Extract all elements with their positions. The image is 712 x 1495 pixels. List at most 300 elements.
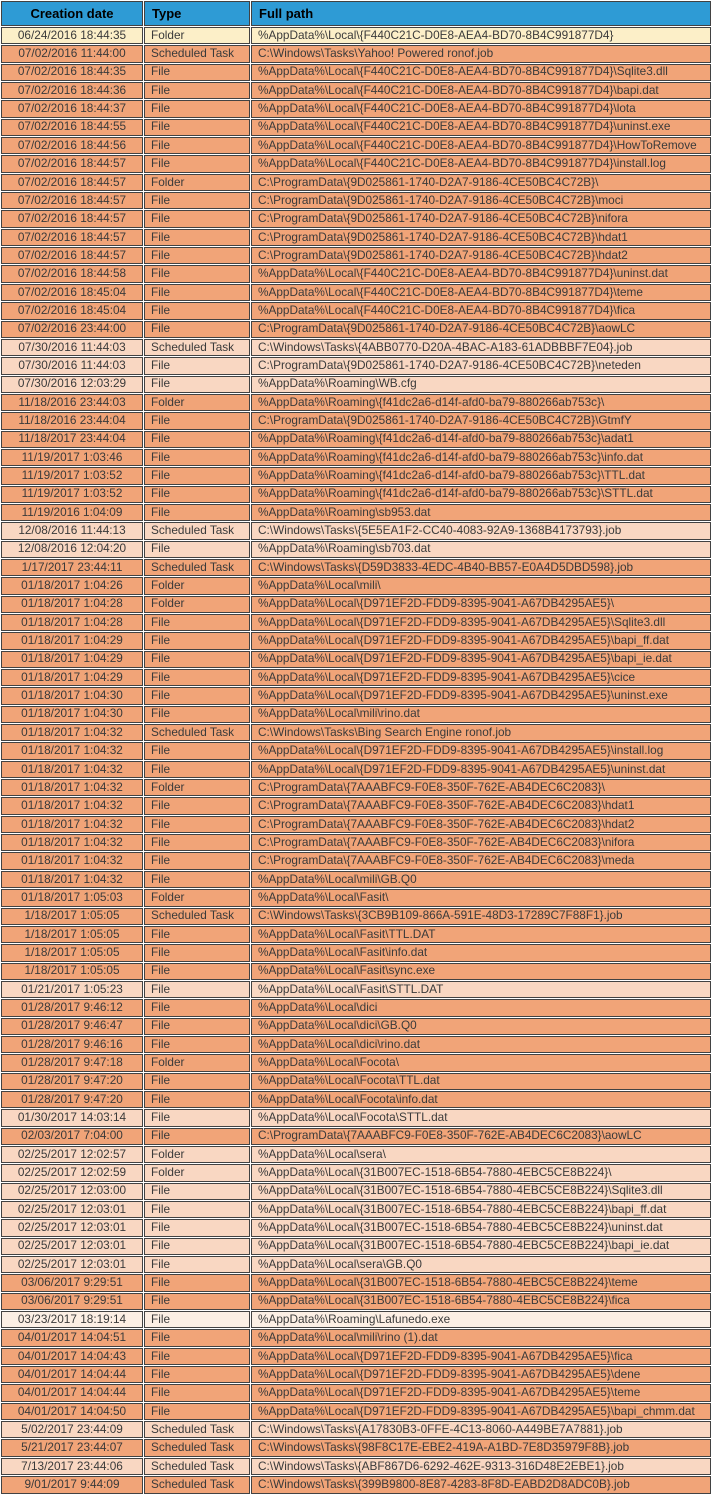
cell-full-path[interactable]: C:\Windows\Tasks\{3CB9B109-866A-591E-48D3-17289C7F88F1}.job	[251, 908, 711, 925]
cell-full-path[interactable]: %AppData%\Local\{31B007EC-1518-6B54-7880-4EBC5CE8B224}\uninst.dat	[251, 1219, 711, 1236]
cell-creation-date[interactable]: 04/01/2017 14:04:50	[1, 1403, 143, 1420]
cell-creation-date[interactable]: 07/02/2016 18:44:57	[1, 210, 143, 227]
cell-type[interactable]: File	[144, 871, 250, 888]
table-row	[1, 614, 711, 631]
cell-creation-date[interactable]: 01/18/2017 1:04:32	[1, 742, 143, 759]
table-row	[1, 761, 711, 778]
cell-full-path[interactable]: %AppData%\Local\{F440C21C-D0E8-AEA4-BD70-8B4C991877D4}\install.log	[251, 155, 711, 172]
cell-type[interactable]: File	[144, 82, 250, 99]
cell-creation-date[interactable]: 02/25/2017 12:03:00	[1, 1183, 143, 1200]
table-row	[1, 1018, 711, 1035]
cell-full-path[interactable]: %AppData%\Local\{D971EF2D-FDD9-8395-9041-A67DB4295AE5}\bapi_chmm.dat	[251, 1403, 711, 1420]
cell-full-path[interactable]: C:\Windows\Tasks\Bing Search Engine ronof.job	[251, 724, 711, 741]
cell-creation-date[interactable]: 11/18/2016 23:44:04	[1, 412, 143, 429]
cell-type[interactable]: File	[144, 1091, 250, 1108]
cell-type[interactable]: Scheduled Task	[144, 1421, 250, 1438]
cell-creation-date[interactable]: 01/28/2017 9:46:16	[1, 1036, 143, 1053]
cell-full-path[interactable]: C:\ProgramData\{7AAABFC9-F0E8-350F-762E-AB4DEC6C2083}\aowLC	[251, 1128, 711, 1145]
cell-full-path[interactable]: C:\Windows\Tasks\{5E5EA1F2-CC40-4083-92A9-1368B4173793}.job	[251, 522, 711, 539]
cell-full-path[interactable]: %AppData%\Local\Focota\STTL.dat	[251, 1109, 711, 1126]
cell-type[interactable]: File	[144, 761, 250, 778]
table-row	[1, 27, 711, 44]
cell-type[interactable]: File	[144, 1036, 250, 1053]
cell-type[interactable]: File	[144, 1256, 250, 1273]
cell-full-path[interactable]: %AppData%\Local\mili\GB.Q0	[251, 871, 711, 888]
cell-full-path[interactable]: %AppData%\Local\Fasit\info.dat	[251, 944, 711, 961]
cell-type[interactable]: Folder	[144, 889, 250, 906]
cell-full-path[interactable]: %AppData%\Local\{D971EF2D-FDD9-8395-9041-A67DB4295AE5}\fica	[251, 1348, 711, 1365]
cell-type[interactable]: File	[144, 797, 250, 814]
cell-full-path[interactable]: C:\ProgramData\{9D025861-1740-D2A7-9186-4CE50BC4C72B}\neteden	[251, 357, 711, 374]
cell-full-path[interactable]: C:\ProgramData\{7AAABFC9-F0E8-350F-762E-AB4DEC6C2083}\hdat1	[251, 797, 711, 814]
cell-creation-date[interactable]: 01/28/2017 9:47:20	[1, 1091, 143, 1108]
cell-type[interactable]: File	[144, 119, 250, 136]
table-row	[1, 577, 711, 594]
cell-creation-date[interactable]: 1/17/2017 23:44:11	[1, 559, 143, 576]
cell-type[interactable]: File	[144, 852, 250, 869]
cell-creation-date[interactable]: 1/18/2017 1:05:05	[1, 926, 143, 943]
table-row	[1, 1109, 711, 1126]
cell-creation-date[interactable]: 11/19/2017 1:03:52	[1, 467, 143, 484]
cell-creation-date[interactable]: 01/28/2017 9:46:47	[1, 1018, 143, 1035]
table-row	[1, 1219, 711, 1236]
cell-full-path[interactable]: %AppData%\Roaming\{f41dc2a6-d14f-afd0-ba79-880266ab753c}\TTL.dat	[251, 467, 711, 484]
cell-type[interactable]: File	[144, 1348, 250, 1365]
cell-full-path[interactable]: %AppData%\Local\{D971EF2D-FDD9-8395-9041-A67DB4295AE5}\dene	[251, 1366, 711, 1383]
cell-creation-date[interactable]: 07/02/2016 18:44:35	[1, 64, 143, 81]
table-row	[1, 247, 711, 264]
cell-creation-date[interactable]: 7/13/2017 23:44:06	[1, 1458, 143, 1475]
cell-full-path[interactable]: C:\ProgramData\{7AAABFC9-F0E8-350F-762E-AB4DEC6C2083}\meda	[251, 852, 711, 869]
cell-creation-date[interactable]: 07/02/2016 18:44:56	[1, 137, 143, 154]
cell-creation-date[interactable]: 07/02/2016 18:44:57	[1, 247, 143, 264]
cell-creation-date[interactable]: 04/01/2017 14:04:43	[1, 1348, 143, 1365]
cell-type[interactable]: Folder	[144, 1146, 250, 1163]
cell-full-path[interactable]: %AppData%\Local\{D971EF2D-FDD9-8395-9041-A67DB4295AE5}\cice	[251, 669, 711, 686]
cell-type[interactable]: File	[144, 302, 250, 319]
cell-full-path[interactable]: %AppData%\Local\{31B007EC-1518-6B54-7880-4EBC5CE8B224}\teme	[251, 1274, 711, 1291]
cell-full-path[interactable]: %AppData%\Local\{F440C21C-D0E8-AEA4-BD70-8B4C991877D4}	[251, 27, 711, 44]
table-row	[1, 1476, 711, 1493]
table-row	[1, 632, 711, 649]
cell-full-path[interactable]: %AppData%\Local\Fasit\sync.exe	[251, 963, 711, 980]
cell-creation-date[interactable]: 01/18/2017 1:04:32	[1, 761, 143, 778]
cell-full-path[interactable]: %AppData%\Roaming\{f41dc2a6-d14f-afd0-ba79-880266ab753c}\	[251, 394, 711, 411]
cell-type[interactable]: File	[144, 504, 250, 521]
cell-type[interactable]: Folder	[144, 577, 250, 594]
cell-creation-date[interactable]: 01/18/2017 1:04:28	[1, 614, 143, 631]
cell-type[interactable]: File	[144, 1201, 250, 1218]
table-row	[1, 1274, 711, 1291]
cell-type[interactable]: Scheduled Task	[144, 1458, 250, 1475]
cell-creation-date[interactable]: 1/18/2017 1:05:05	[1, 908, 143, 925]
cell-full-path[interactable]: %AppData%\Local\{F440C21C-D0E8-AEA4-BD70-8B4C991877D4}\Sqlite3.dll	[251, 64, 711, 81]
cell-type[interactable]: Scheduled Task	[144, 339, 250, 356]
table-row	[1, 504, 711, 521]
cell-creation-date[interactable]: 01/18/2017 1:04:28	[1, 596, 143, 613]
cell-type[interactable]: File	[144, 541, 250, 558]
cell-type[interactable]: File	[144, 1073, 250, 1090]
cell-type[interactable]: File	[144, 376, 250, 393]
table-row	[1, 1183, 711, 1200]
cell-creation-date[interactable]: 11/19/2017 1:03:52	[1, 486, 143, 503]
cell-creation-date[interactable]: 07/02/2016 18:45:04	[1, 284, 143, 301]
cell-type[interactable]: File	[144, 944, 250, 961]
cell-type[interactable]: Folder	[144, 596, 250, 613]
cell-type[interactable]: Scheduled Task	[144, 522, 250, 539]
cell-type[interactable]: File	[144, 155, 250, 172]
cell-full-path[interactable]: %AppData%\Roaming\{f41dc2a6-d14f-afd0-ba79-880266ab753c}\STTL.dat	[251, 486, 711, 503]
cell-creation-date[interactable]: 01/18/2017 1:04:29	[1, 651, 143, 668]
cell-full-path[interactable]: %AppData%\Local\{D971EF2D-FDD9-8395-9041-A67DB4295AE5}\install.log	[251, 742, 711, 759]
table-row	[1, 192, 711, 209]
table-row	[1, 1164, 711, 1181]
cell-full-path[interactable]: %AppData%\Local\mili\rino (1).dat	[251, 1329, 711, 1346]
cell-type[interactable]: File	[144, 1219, 250, 1236]
cell-creation-date[interactable]: 07/02/2016 18:44:57	[1, 192, 143, 209]
table-row	[1, 908, 711, 925]
cell-full-path[interactable]: %AppData%\Roaming\sb953.dat	[251, 504, 711, 521]
cell-full-path[interactable]: C:\Windows\Tasks\{D59D3833-4EDC-4B40-BB57-E0A4D5DBD598}.job	[251, 559, 711, 576]
cell-full-path[interactable]: %AppData%\Local\dici\GB.Q0	[251, 1018, 711, 1035]
cell-creation-date[interactable]: 12/08/2016 11:44:13	[1, 522, 143, 539]
cell-full-path[interactable]: %AppData%\Local\dici\rino.dat	[251, 1036, 711, 1053]
cell-type[interactable]: File	[144, 229, 250, 246]
cell-type[interactable]: File	[144, 210, 250, 227]
table-row	[1, 797, 711, 814]
cell-type[interactable]: File	[144, 963, 250, 980]
cell-creation-date[interactable]: 01/18/2017 1:04:30	[1, 687, 143, 704]
table-row	[1, 1348, 711, 1365]
cell-full-path[interactable]: C:\ProgramData\{7AAABFC9-F0E8-350F-762E-AB4DEC6C2083}\nifora	[251, 834, 711, 851]
cell-type[interactable]: File	[144, 321, 250, 338]
table-row	[1, 779, 711, 796]
cell-type[interactable]: File	[144, 632, 250, 649]
cell-type[interactable]: File	[144, 449, 250, 466]
cell-type[interactable]: File	[144, 486, 250, 503]
cell-type[interactable]: File	[144, 742, 250, 759]
cell-creation-date[interactable]: 07/02/2016 18:44:57	[1, 174, 143, 191]
table-row	[1, 963, 711, 980]
cell-creation-date[interactable]: 07/02/2016 18:44:58	[1, 265, 143, 282]
cell-type[interactable]: File	[144, 981, 250, 998]
cell-full-path[interactable]: C:\ProgramData\{9D025861-1740-D2A7-9186-4CE50BC4C72B}\aowLC	[251, 321, 711, 338]
cell-full-path[interactable]: C:\ProgramData\{7AAABFC9-F0E8-350F-762E-AB4DEC6C2083}\hdat2	[251, 816, 711, 833]
cell-creation-date[interactable]: 01/28/2017 9:46:12	[1, 999, 143, 1016]
cell-type[interactable]: Folder	[144, 394, 250, 411]
cell-creation-date[interactable]: 07/02/2016 18:45:04	[1, 302, 143, 319]
table-row	[1, 119, 711, 136]
table-row	[1, 265, 711, 282]
table-row	[1, 871, 711, 888]
cell-full-path[interactable]: %AppData%\Local\{F440C21C-D0E8-AEA4-BD70-8B4C991877D4}\teme	[251, 284, 711, 301]
table-row	[1, 339, 711, 356]
cell-full-path[interactable]: %AppData%\Local\mili\rino.dat	[251, 706, 711, 723]
cell-creation-date[interactable]: 01/18/2017 1:04:26	[1, 577, 143, 594]
table-row	[1, 1128, 711, 1145]
cell-full-path[interactable]: C:\ProgramData\{7AAABFC9-F0E8-350F-762E-AB4DEC6C2083}\	[251, 779, 711, 796]
cell-creation-date[interactable]: 1/18/2017 1:05:05	[1, 944, 143, 961]
table-row	[1, 541, 711, 558]
cell-type[interactable]: File	[144, 816, 250, 833]
cell-type[interactable]: File	[144, 1366, 250, 1383]
cell-creation-date[interactable]: 04/01/2017 14:04:44	[1, 1366, 143, 1383]
cell-creation-date[interactable]: 01/28/2017 9:47:20	[1, 1073, 143, 1090]
cell-type[interactable]: File	[144, 1274, 250, 1291]
cell-creation-date[interactable]: 01/21/2017 1:05:23	[1, 981, 143, 998]
cell-type[interactable]: File	[144, 265, 250, 282]
cell-type[interactable]: File	[144, 467, 250, 484]
table-row	[1, 1403, 711, 1420]
cell-type[interactable]: File	[144, 999, 250, 1016]
cell-full-path[interactable]: %AppData%\Local\{D971EF2D-FDD9-8395-9041-A67DB4295AE5}\Sqlite3.dll	[251, 614, 711, 631]
cell-full-path[interactable]: C:\ProgramData\{9D025861-1740-D2A7-9186-4CE50BC4C72B}\	[251, 174, 711, 191]
cell-full-path[interactable]: %AppData%\Local\{31B007EC-1518-6B54-7880-4EBC5CE8B224}\	[251, 1164, 711, 1181]
cell-full-path[interactable]: %AppData%\Local\Focota\info.dat	[251, 1091, 711, 1108]
cell-type[interactable]: Scheduled Task	[144, 45, 250, 62]
cell-type[interactable]: Folder	[144, 174, 250, 191]
cell-type[interactable]: File	[144, 1384, 250, 1401]
cell-creation-date[interactable]: 11/18/2017 23:44:04	[1, 431, 143, 448]
cell-full-path[interactable]: %AppData%\Local\dici	[251, 999, 711, 1016]
table-row	[1, 926, 711, 943]
cell-creation-date[interactable]: 03/23/2017 18:19:14	[1, 1311, 143, 1328]
cell-full-path[interactable]: %AppData%\Local\{31B007EC-1518-6B54-7880-4EBC5CE8B224}\bapi_ie.dat	[251, 1238, 711, 1255]
cell-creation-date[interactable]: 01/28/2017 9:47:18	[1, 1054, 143, 1071]
cell-type[interactable]: File	[144, 100, 250, 117]
table-row	[1, 1073, 711, 1090]
cell-creation-date[interactable]: 01/18/2017 1:04:32	[1, 816, 143, 833]
cell-creation-date[interactable]: 01/18/2017 1:04:32	[1, 724, 143, 741]
cell-full-path[interactable]: %AppData%\Local\{D971EF2D-FDD9-8395-9041-A67DB4295AE5}\	[251, 596, 711, 613]
cell-creation-date[interactable]: 11/18/2016 23:44:03	[1, 394, 143, 411]
table-row	[1, 1146, 711, 1163]
cell-full-path[interactable]: %AppData%\Local\{D971EF2D-FDD9-8395-9041-A67DB4295AE5}\bapi_ff.dat	[251, 632, 711, 649]
cell-creation-date[interactable]: 07/30/2016 11:44:03	[1, 339, 143, 356]
cell-type[interactable]: File	[144, 926, 250, 943]
cell-type[interactable]: File	[144, 651, 250, 668]
cell-creation-date[interactable]: 12/08/2016 12:04:20	[1, 541, 143, 558]
cell-full-path[interactable]: %AppData%\Roaming\sb703.dat	[251, 541, 711, 558]
cell-full-path[interactable]: %AppData%\Local\{31B007EC-1518-6B54-7880-4EBC5CE8B224}\bapi_ff.dat	[251, 1201, 711, 1218]
cell-type[interactable]: File	[144, 834, 250, 851]
cell-type[interactable]: File	[144, 412, 250, 429]
cell-creation-date[interactable]: 01/18/2017 1:04:32	[1, 871, 143, 888]
cell-full-path[interactable]: C:\ProgramData\{9D025861-1740-D2A7-9186-4CE50BC4C72B}\nifora	[251, 210, 711, 227]
cell-creation-date[interactable]: 01/18/2017 1:04:29	[1, 632, 143, 649]
cell-type[interactable]: File	[144, 357, 250, 374]
cell-full-path[interactable]: C:\Windows\Tasks\{399B9800-8E87-4283-8F8D-EABD2D8ADC0B}.job	[251, 1476, 711, 1493]
col-header-type[interactable]: Type	[144, 1, 250, 26]
table-row	[1, 1439, 711, 1456]
cell-full-path[interactable]: %AppData%\Local\Fasit\	[251, 889, 711, 906]
cell-full-path[interactable]: %AppData%\Local\{F440C21C-D0E8-AEA4-BD70-8B4C991877D4}\HowToRemove	[251, 137, 711, 154]
table-row	[1, 467, 711, 484]
cell-creation-date[interactable]: 02/25/2017 12:02:57	[1, 1146, 143, 1163]
cell-type[interactable]: File	[144, 284, 250, 301]
cell-full-path[interactable]: %AppData%\Local\mili\	[251, 577, 711, 594]
table-row	[1, 1366, 711, 1383]
cell-type[interactable]: File	[144, 247, 250, 264]
cell-full-path[interactable]: %AppData%\Local\{F440C21C-D0E8-AEA4-BD70-8B4C991877D4}\lota	[251, 100, 711, 117]
cell-creation-date[interactable]: 01/18/2017 1:04:32	[1, 779, 143, 796]
cell-creation-date[interactable]: 5/21/2017 23:44:07	[1, 1439, 143, 1456]
table-row	[1, 651, 711, 668]
cell-creation-date[interactable]: 5/02/2017 23:44:09	[1, 1421, 143, 1438]
cell-creation-date[interactable]: 01/18/2017 1:04:29	[1, 669, 143, 686]
cell-creation-date[interactable]: 02/25/2017 12:03:01	[1, 1219, 143, 1236]
cell-type[interactable]: File	[144, 64, 250, 81]
cell-type[interactable]: Scheduled Task	[144, 1476, 250, 1493]
cell-creation-date[interactable]: 02/25/2017 12:03:01	[1, 1201, 143, 1218]
table-row	[1, 431, 711, 448]
cell-type[interactable]: File	[144, 669, 250, 686]
table-row	[1, 669, 711, 686]
cell-type[interactable]: File	[144, 1183, 250, 1200]
cell-full-path[interactable]: %AppData%\Local\{31B007EC-1518-6B54-7880-4EBC5CE8B224}\fica	[251, 1293, 711, 1310]
cell-creation-date[interactable]: 9/01/2017 9:44:09	[1, 1476, 143, 1493]
cell-full-path[interactable]: %AppData%\Local\{31B007EC-1518-6B54-7880-4EBC5CE8B224}\Sqlite3.dll	[251, 1183, 711, 1200]
cell-full-path[interactable]: %AppData%\Local\sera\	[251, 1146, 711, 1163]
table-row	[1, 1311, 711, 1328]
cell-type[interactable]: File	[144, 614, 250, 631]
cell-creation-date[interactable]: 07/02/2016 18:44:55	[1, 119, 143, 136]
cell-full-path[interactable]: C:\ProgramData\{9D025861-1740-D2A7-9186-4CE50BC4C72B}\hdat1	[251, 229, 711, 246]
cell-type[interactable]: File	[144, 706, 250, 723]
cell-full-path[interactable]: C:\Windows\Tasks\{ABF867D6-6292-462E-9313-316D48E2EBE1}.job	[251, 1458, 711, 1475]
cell-creation-date[interactable]: 01/18/2017 1:04:30	[1, 706, 143, 723]
cell-creation-date[interactable]: 02/25/2017 12:02:59	[1, 1164, 143, 1181]
cell-creation-date[interactable]: 07/02/2016 23:44:00	[1, 321, 143, 338]
cell-creation-date[interactable]: 07/02/2016 18:44:37	[1, 100, 143, 117]
cell-full-path[interactable]: %AppData%\Local\{D971EF2D-FDD9-8395-9041-A67DB4295AE5}\uninst.dat	[251, 761, 711, 778]
cell-type[interactable]: File	[144, 1403, 250, 1420]
table-row	[1, 1091, 711, 1108]
table-row	[1, 981, 711, 998]
cell-creation-date[interactable]: 07/02/2016 18:44:57	[1, 155, 143, 172]
cell-full-path[interactable]: %AppData%\Local\Fasit\STTL.DAT	[251, 981, 711, 998]
table-row	[1, 999, 711, 1016]
cell-type[interactable]: File	[144, 137, 250, 154]
table-row	[1, 944, 711, 961]
table-row	[1, 302, 711, 319]
cell-creation-date[interactable]: 04/01/2017 14:04:51	[1, 1329, 143, 1346]
cell-full-path[interactable]: %AppData%\Local\{F440C21C-D0E8-AEA4-BD70-8B4C991877D4}\uninst.dat	[251, 265, 711, 282]
table-row	[1, 816, 711, 833]
cell-type[interactable]: File	[144, 1293, 250, 1310]
cell-type[interactable]: File	[144, 1238, 250, 1255]
cell-creation-date[interactable]: 01/18/2017 1:04:32	[1, 852, 143, 869]
cell-full-path[interactable]: %AppData%\Local\Fasit\TTL.DAT	[251, 926, 711, 943]
cell-creation-date[interactable]: 07/02/2016 11:44:00	[1, 45, 143, 62]
cell-creation-date[interactable]: 01/18/2017 1:04:32	[1, 834, 143, 851]
cell-type[interactable]: Folder	[144, 779, 250, 796]
cell-creation-date[interactable]: 07/30/2016 12:03:29	[1, 376, 143, 393]
table-row	[1, 174, 711, 191]
table-row	[1, 137, 711, 154]
cell-full-path[interactable]: %AppData%\Local\Focota\TTL.dat	[251, 1073, 711, 1090]
cell-full-path[interactable]: %AppData%\Local\Focota\	[251, 1054, 711, 1071]
cell-full-path[interactable]: %AppData%\Roaming\WB.cfg	[251, 376, 711, 393]
cell-full-path[interactable]: %AppData%\Roaming\{f41dc2a6-d14f-afd0-ba79-880266ab753c}\info.dat	[251, 449, 711, 466]
cell-creation-date[interactable]: 04/01/2017 14:04:44	[1, 1384, 143, 1401]
cell-type[interactable]: Folder	[144, 27, 250, 44]
table-row	[1, 357, 711, 374]
table-row	[1, 321, 711, 338]
cell-creation-date[interactable]: 07/30/2016 11:44:03	[1, 357, 143, 374]
cell-full-path[interactable]: C:\Windows\Tasks\{A17830B3-0FFE-4C13-8060-A449BE7A7881}.job	[251, 1421, 711, 1438]
cell-full-path[interactable]: C:\Windows\Tasks\{98F8C17E-EBE2-419A-A1BD-7E8D35979F8B}.job	[251, 1439, 711, 1456]
cell-type[interactable]: Scheduled Task	[144, 724, 250, 741]
cell-creation-date[interactable]: 11/19/2016 1:04:09	[1, 504, 143, 521]
cell-full-path[interactable]: %AppData%\Local\{F440C21C-D0E8-AEA4-BD70-8B4C991877D4}\bapi.dat	[251, 82, 711, 99]
cell-full-path[interactable]: %AppData%\Roaming\Lafunedo.exe	[251, 1311, 711, 1328]
cell-creation-date[interactable]: 02/03/2017 7:04:00	[1, 1128, 143, 1145]
table-row	[1, 1329, 711, 1346]
col-header-creation-date[interactable]: Creation date	[1, 1, 143, 26]
cell-full-path[interactable]: %AppData%\Local\{F440C21C-D0E8-AEA4-BD70-8B4C991877D4}\uninst.exe	[251, 119, 711, 136]
cell-creation-date[interactable]: 01/30/2017 14:03:14	[1, 1109, 143, 1126]
table-row	[1, 284, 711, 301]
cell-full-path[interactable]: C:\ProgramData\{9D025861-1740-D2A7-9186-4CE50BC4C72B}\moci	[251, 192, 711, 209]
table-row	[1, 1293, 711, 1310]
cell-full-path[interactable]: %AppData%\Roaming\{f41dc2a6-d14f-afd0-ba79-880266ab753c}\adat1	[251, 431, 711, 448]
cell-full-path[interactable]: C:\Windows\Tasks\Yahoo! Powered ronof.job	[251, 45, 711, 62]
cell-type[interactable]: Folder	[144, 1164, 250, 1181]
cell-type[interactable]: Folder	[144, 1054, 250, 1071]
cell-type[interactable]: File	[144, 1311, 250, 1328]
cell-creation-date[interactable]: 03/06/2017 9:29:51	[1, 1293, 143, 1310]
cell-creation-date[interactable]: 03/06/2017 9:29:51	[1, 1274, 143, 1291]
cell-creation-date[interactable]: 11/19/2017 1:03:46	[1, 449, 143, 466]
cell-creation-date[interactable]: 07/02/2016 18:44:36	[1, 82, 143, 99]
cell-creation-date[interactable]: 02/25/2017 12:03:01	[1, 1256, 143, 1273]
table-row	[1, 100, 711, 117]
cell-type[interactable]: File	[144, 1329, 250, 1346]
cell-creation-date[interactable]: 01/18/2017 1:05:03	[1, 889, 143, 906]
cell-full-path[interactable]: %AppData%\Local\{F440C21C-D0E8-AEA4-BD70-8B4C991877D4}\fica	[251, 302, 711, 319]
cell-creation-date[interactable]: 02/25/2017 12:03:01	[1, 1238, 143, 1255]
cell-type[interactable]: File	[144, 1018, 250, 1035]
cell-creation-date[interactable]: 07/02/2016 18:44:57	[1, 229, 143, 246]
cell-creation-date[interactable]: 01/18/2017 1:04:32	[1, 797, 143, 814]
cell-full-path[interactable]: C:\Windows\Tasks\{4ABB0770-D20A-4BAC-A183-61ADBBBF7E04}.job	[251, 339, 711, 356]
table-row	[1, 1384, 711, 1401]
cell-type[interactable]: File	[144, 1109, 250, 1126]
cell-type[interactable]: File	[144, 1128, 250, 1145]
col-header-full-path[interactable]: Full path	[251, 1, 711, 26]
cell-full-path[interactable]: %AppData%\Local\{D971EF2D-FDD9-8395-9041-A67DB4295AE5}\uninst.exe	[251, 687, 711, 704]
table-row	[1, 889, 711, 906]
table-row	[1, 596, 711, 613]
cell-full-path[interactable]: %AppData%\Local\sera\GB.Q0	[251, 1256, 711, 1273]
table-row	[1, 834, 711, 851]
cell-type[interactable]: File	[144, 192, 250, 209]
cell-full-path[interactable]: C:\ProgramData\{9D025861-1740-D2A7-9186-4CE50BC4C72B}\GtmfY	[251, 412, 711, 429]
cell-creation-date[interactable]: 1/18/2017 1:05:05	[1, 963, 143, 980]
table-row	[1, 394, 711, 411]
cell-type[interactable]: Scheduled Task	[144, 559, 250, 576]
cell-type[interactable]: Scheduled Task	[144, 908, 250, 925]
cell-type[interactable]: Scheduled Task	[144, 1439, 250, 1456]
cell-full-path[interactable]: %AppData%\Local\{D971EF2D-FDD9-8395-9041-A67DB4295AE5}\teme	[251, 1384, 711, 1401]
table-row	[1, 1201, 711, 1218]
cell-creation-date[interactable]: 06/24/2016 18:44:35	[1, 27, 143, 44]
cell-full-path[interactable]: %AppData%\Local\{D971EF2D-FDD9-8395-9041-A67DB4295AE5}\bapi_ie.dat	[251, 651, 711, 668]
cell-type[interactable]: File	[144, 431, 250, 448]
cell-type[interactable]: File	[144, 687, 250, 704]
cell-full-path[interactable]: C:\ProgramData\{9D025861-1740-D2A7-9186-4CE50BC4C72B}\hdat2	[251, 247, 711, 264]
